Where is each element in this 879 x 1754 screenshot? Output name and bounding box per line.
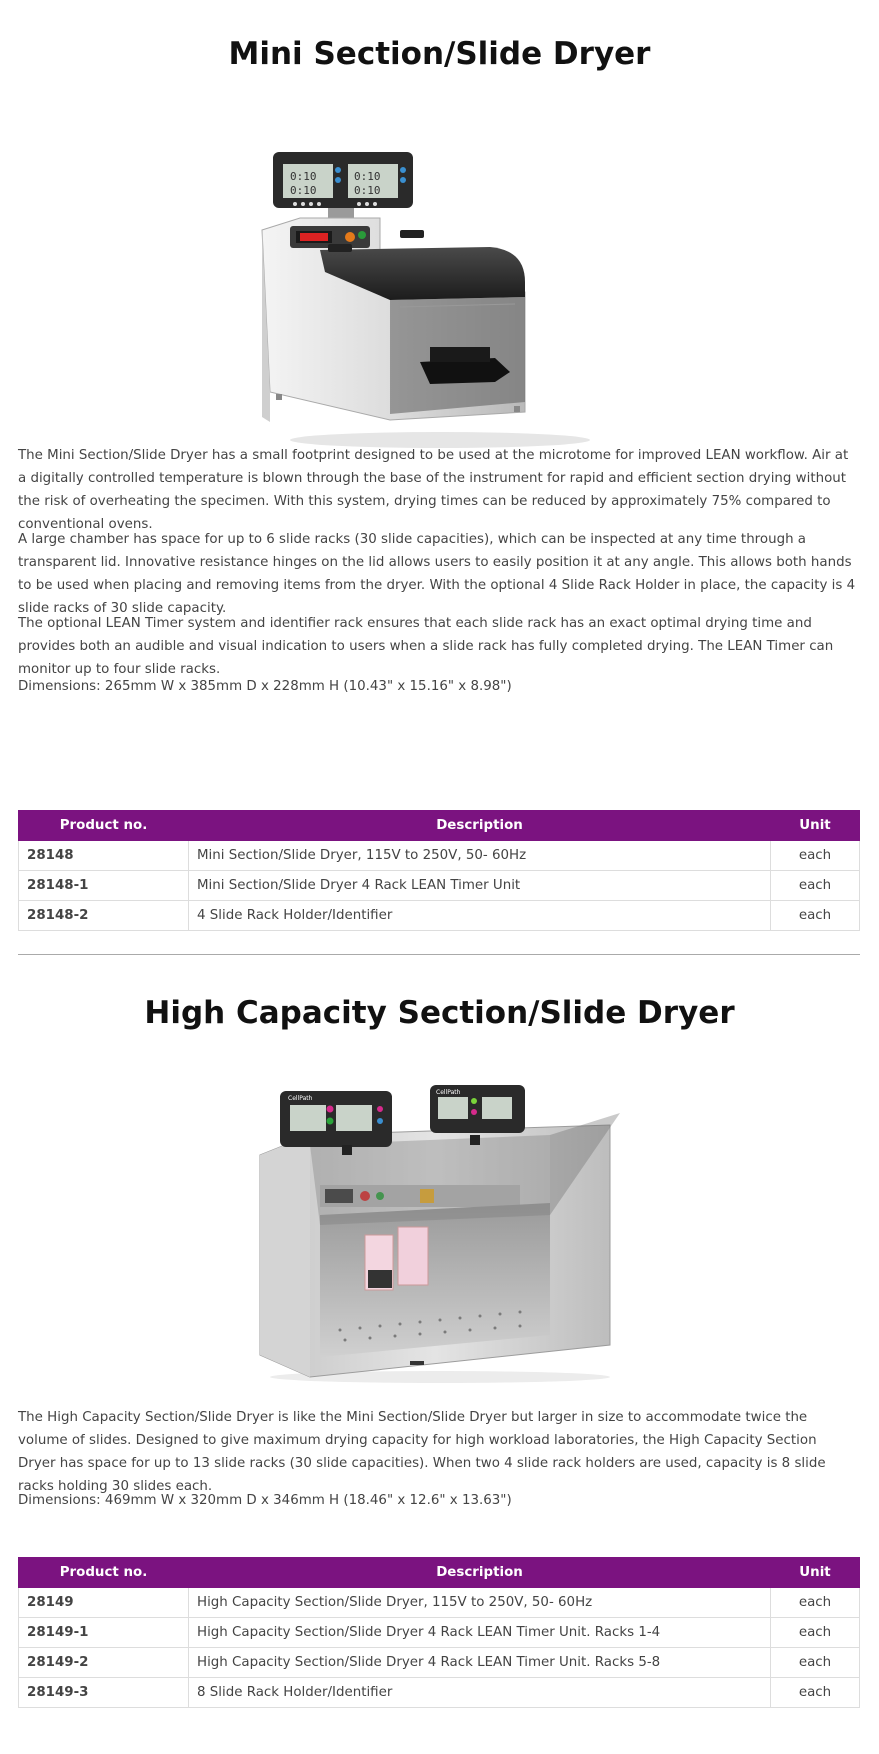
table-row — [19, 1588, 860, 1618]
product-no-cell: 28148-2 — [19, 901, 189, 931]
header-product-no: Product no. — [19, 811, 189, 841]
unit-cell: each — [771, 871, 860, 901]
brand-logo-right: CellPath — [436, 1089, 461, 1096]
header-unit: Unit — [771, 1558, 860, 1588]
header-unit: Unit — [771, 811, 860, 841]
unit-cell: each — [771, 1618, 860, 1648]
product-no-cell: 28149-1 — [19, 1618, 189, 1648]
description-cell: High Capacity Section/Slide Dryer 4 Rack LEAN Timer Unit. Racks 5-8 — [189, 1648, 771, 1678]
right-timer-panel — [430, 1085, 525, 1133]
unit-cell: each — [771, 1648, 860, 1678]
description-cell: Mini Section/Slide Dryer, 115V to 250V, 50- 60Hz — [189, 841, 771, 871]
header-description: Description — [189, 811, 771, 841]
unit-cell: each — [771, 1678, 860, 1708]
header-product-no: Product no. — [19, 1558, 189, 1588]
description-cell: 8 Slide Rack Holder/Identifier — [189, 1678, 771, 1708]
section2-dimensions: Dimensions: 469mm W x 320mm D x 346mm H (18.46" x 12.6" x 13.63") — [18, 1493, 512, 1508]
brand-logo-left: CellPath — [288, 1095, 313, 1102]
section2-title: High Capacity Section/Slide Dryer — [144, 995, 735, 1031]
product-no-cell: 28148-1 — [19, 871, 189, 901]
product-no-cell: 28149 — [19, 1588, 189, 1618]
description-cell: High Capacity Section/Slide Dryer 4 Rack LEAN Timer Unit. Racks 1-4 — [189, 1618, 771, 1648]
description-cell: 4 Slide Rack Holder/Identifier — [189, 901, 771, 931]
table-row — [19, 1648, 860, 1678]
mini-dryer-image — [240, 122, 640, 452]
product-no-cell: 28149-3 — [19, 1678, 189, 1708]
unit-cell: each — [771, 841, 860, 871]
table-row — [19, 841, 860, 871]
unit-cell: each — [771, 901, 860, 931]
section1-paragraph-3: The optional LEAN Timer system and identifier rack ensures that each slide rack has an exact optimal drying time and provides both an audible and visual indication to users when a slide rack has fully completed drying. The LEAN Timer can monitor up to four slide racks. — [18, 616, 834, 677]
section1-paragraph-2: A large chamber has space for up to 6 slide racks (30 slide capacities), which can be inspected at any time through a transparent lid. Innovative resistance hinges on the lid allows users to easily position it at any angle. This allows both hands to be used when placing and removing items from the dryer. With the optional 4 Slide Rack Holder in place, the capacity is 4 slide racks of 30 slide capacity. — [18, 532, 856, 616]
timer-digit-4: 0:10 — [354, 184, 381, 197]
section1-dimensions: Dimensions: 265mm W x 385mm D x 228mm H (10.43" x 15.16" x 8.98") — [18, 679, 512, 694]
timer-digit-3: 0:10 — [354, 170, 381, 183]
section2-product-table — [18, 1557, 860, 1708]
table-row — [19, 901, 860, 931]
table-row — [19, 1678, 860, 1708]
table-row — [19, 871, 860, 901]
section1-product-table — [18, 810, 860, 931]
description-cell: Mini Section/Slide Dryer 4 Rack LEAN Timer Unit — [189, 871, 771, 901]
section1-paragraph-1: The Mini Section/Slide Dryer has a small footprint designed to be used at the microtome for improved LEAN workflow. Air at a digitally controlled temperature is blown through the base of the instrument for rapid and efficient section drying without the risk of overheating the specimen. With this system, drying times can be reduced by approximately 75% compared to conventional ovens. — [18, 448, 849, 532]
section-divider — [18, 954, 860, 955]
section1-title: Mini Section/Slide Dryer — [228, 36, 651, 72]
section2-paragraph-1: The High Capacity Section/Slide Dryer is like the Mini Section/Slide Dryer but larger in size to accommodate twice the volume of slides. Designed to give maximum drying capacity for high workload laboratories, the High Capacity Section Dryer has space for up to 13 slide racks (30 slide capacities). When two 4 slide rack holders are used, capacity is 8 slide racks holding 30 slides each. — [18, 1410, 826, 1494]
description-cell: High Capacity Section/Slide Dryer, 115V to 250V, 50- 60Hz — [189, 1588, 771, 1618]
unit-cell: each — [771, 1588, 860, 1618]
high-capacity-dryer-image — [250, 1085, 630, 1385]
table-header-row — [19, 1558, 860, 1588]
header-description: Description — [189, 1558, 771, 1588]
timer-digit-2: 0:10 — [290, 184, 317, 197]
product-no-cell: 28148 — [19, 841, 189, 871]
table-header-row — [19, 811, 860, 841]
left-timer-panel — [280, 1091, 392, 1147]
timer-digit-1: 0:10 — [290, 170, 317, 183]
table-row — [19, 1618, 860, 1648]
product-no-cell: 28149-2 — [19, 1648, 189, 1678]
